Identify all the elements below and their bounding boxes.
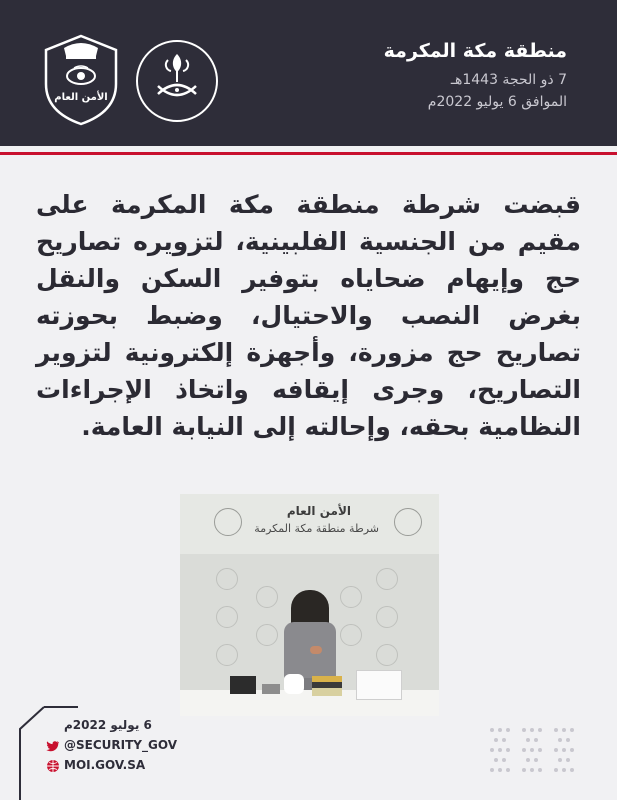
accent-divider bbox=[0, 152, 617, 155]
seized-item bbox=[284, 674, 304, 694]
photo-banner bbox=[180, 494, 439, 554]
seized-device bbox=[230, 676, 256, 694]
watermark-emblem-icon bbox=[216, 606, 238, 628]
header-bar bbox=[0, 0, 617, 146]
badge-text: الأمن العام bbox=[54, 92, 108, 103]
social-handle-link[interactable]: @SECURITY_GOV bbox=[64, 738, 177, 752]
watermark-emblem-icon bbox=[216, 568, 238, 590]
photo-banner-line1: الأمن العام bbox=[286, 504, 351, 518]
dot-pattern bbox=[484, 720, 584, 780]
watermark-emblem-icon bbox=[376, 568, 398, 590]
footer-date: 6 يوليو 2022م bbox=[64, 718, 152, 732]
announcement-text: قبضت شرطة منطقة مكة المكرمة على مقيم من الجنسية الفلبينية، لتزويره تصاريح حج وإيهام ضحاياه بتوفير السكن والنقل بغرض النصب والاحتيال، وضبط بحوزته تصاريح حج مزورة، وأجهزة إلكترونية لتزوير التصاريح، وجرى إيقافه واتخاذ الإجراءات النظامية بحقه، وإحالته إلى النيابة العامة. bbox=[36, 190, 581, 441]
photo-banner-line2: شرطة منطقة مكة المكرمة bbox=[254, 522, 379, 535]
gregorian-date: الموافق 6 يوليو 2022م bbox=[427, 94, 567, 110]
watermark-emblem-icon bbox=[256, 624, 278, 646]
region-title: منطقة مكة المكرمة bbox=[383, 40, 567, 62]
news-photo bbox=[180, 494, 439, 716]
watermark-emblem-icon bbox=[340, 586, 362, 608]
watermark-emblem-icon bbox=[340, 624, 362, 646]
globe-icon bbox=[46, 759, 60, 773]
photo-emblem-icon bbox=[394, 508, 422, 536]
watermark-emblem-icon bbox=[376, 644, 398, 666]
seized-box bbox=[356, 670, 402, 700]
seized-item bbox=[262, 684, 280, 694]
hijri-date: 7 ذو الحجة 1443هـ bbox=[450, 72, 567, 88]
photo-badge-icon bbox=[214, 508, 242, 536]
watermark-emblem-icon bbox=[216, 644, 238, 666]
website-link[interactable]: MOI.GOV.SA bbox=[64, 758, 146, 772]
watermark-emblem-icon bbox=[376, 606, 398, 628]
person-hands bbox=[310, 646, 322, 654]
saudi-emblem-icon bbox=[136, 40, 218, 122]
seized-documents bbox=[312, 676, 342, 696]
twitter-icon bbox=[46, 739, 60, 753]
public-security-badge-icon bbox=[36, 34, 126, 126]
watermark-emblem-icon bbox=[256, 586, 278, 608]
